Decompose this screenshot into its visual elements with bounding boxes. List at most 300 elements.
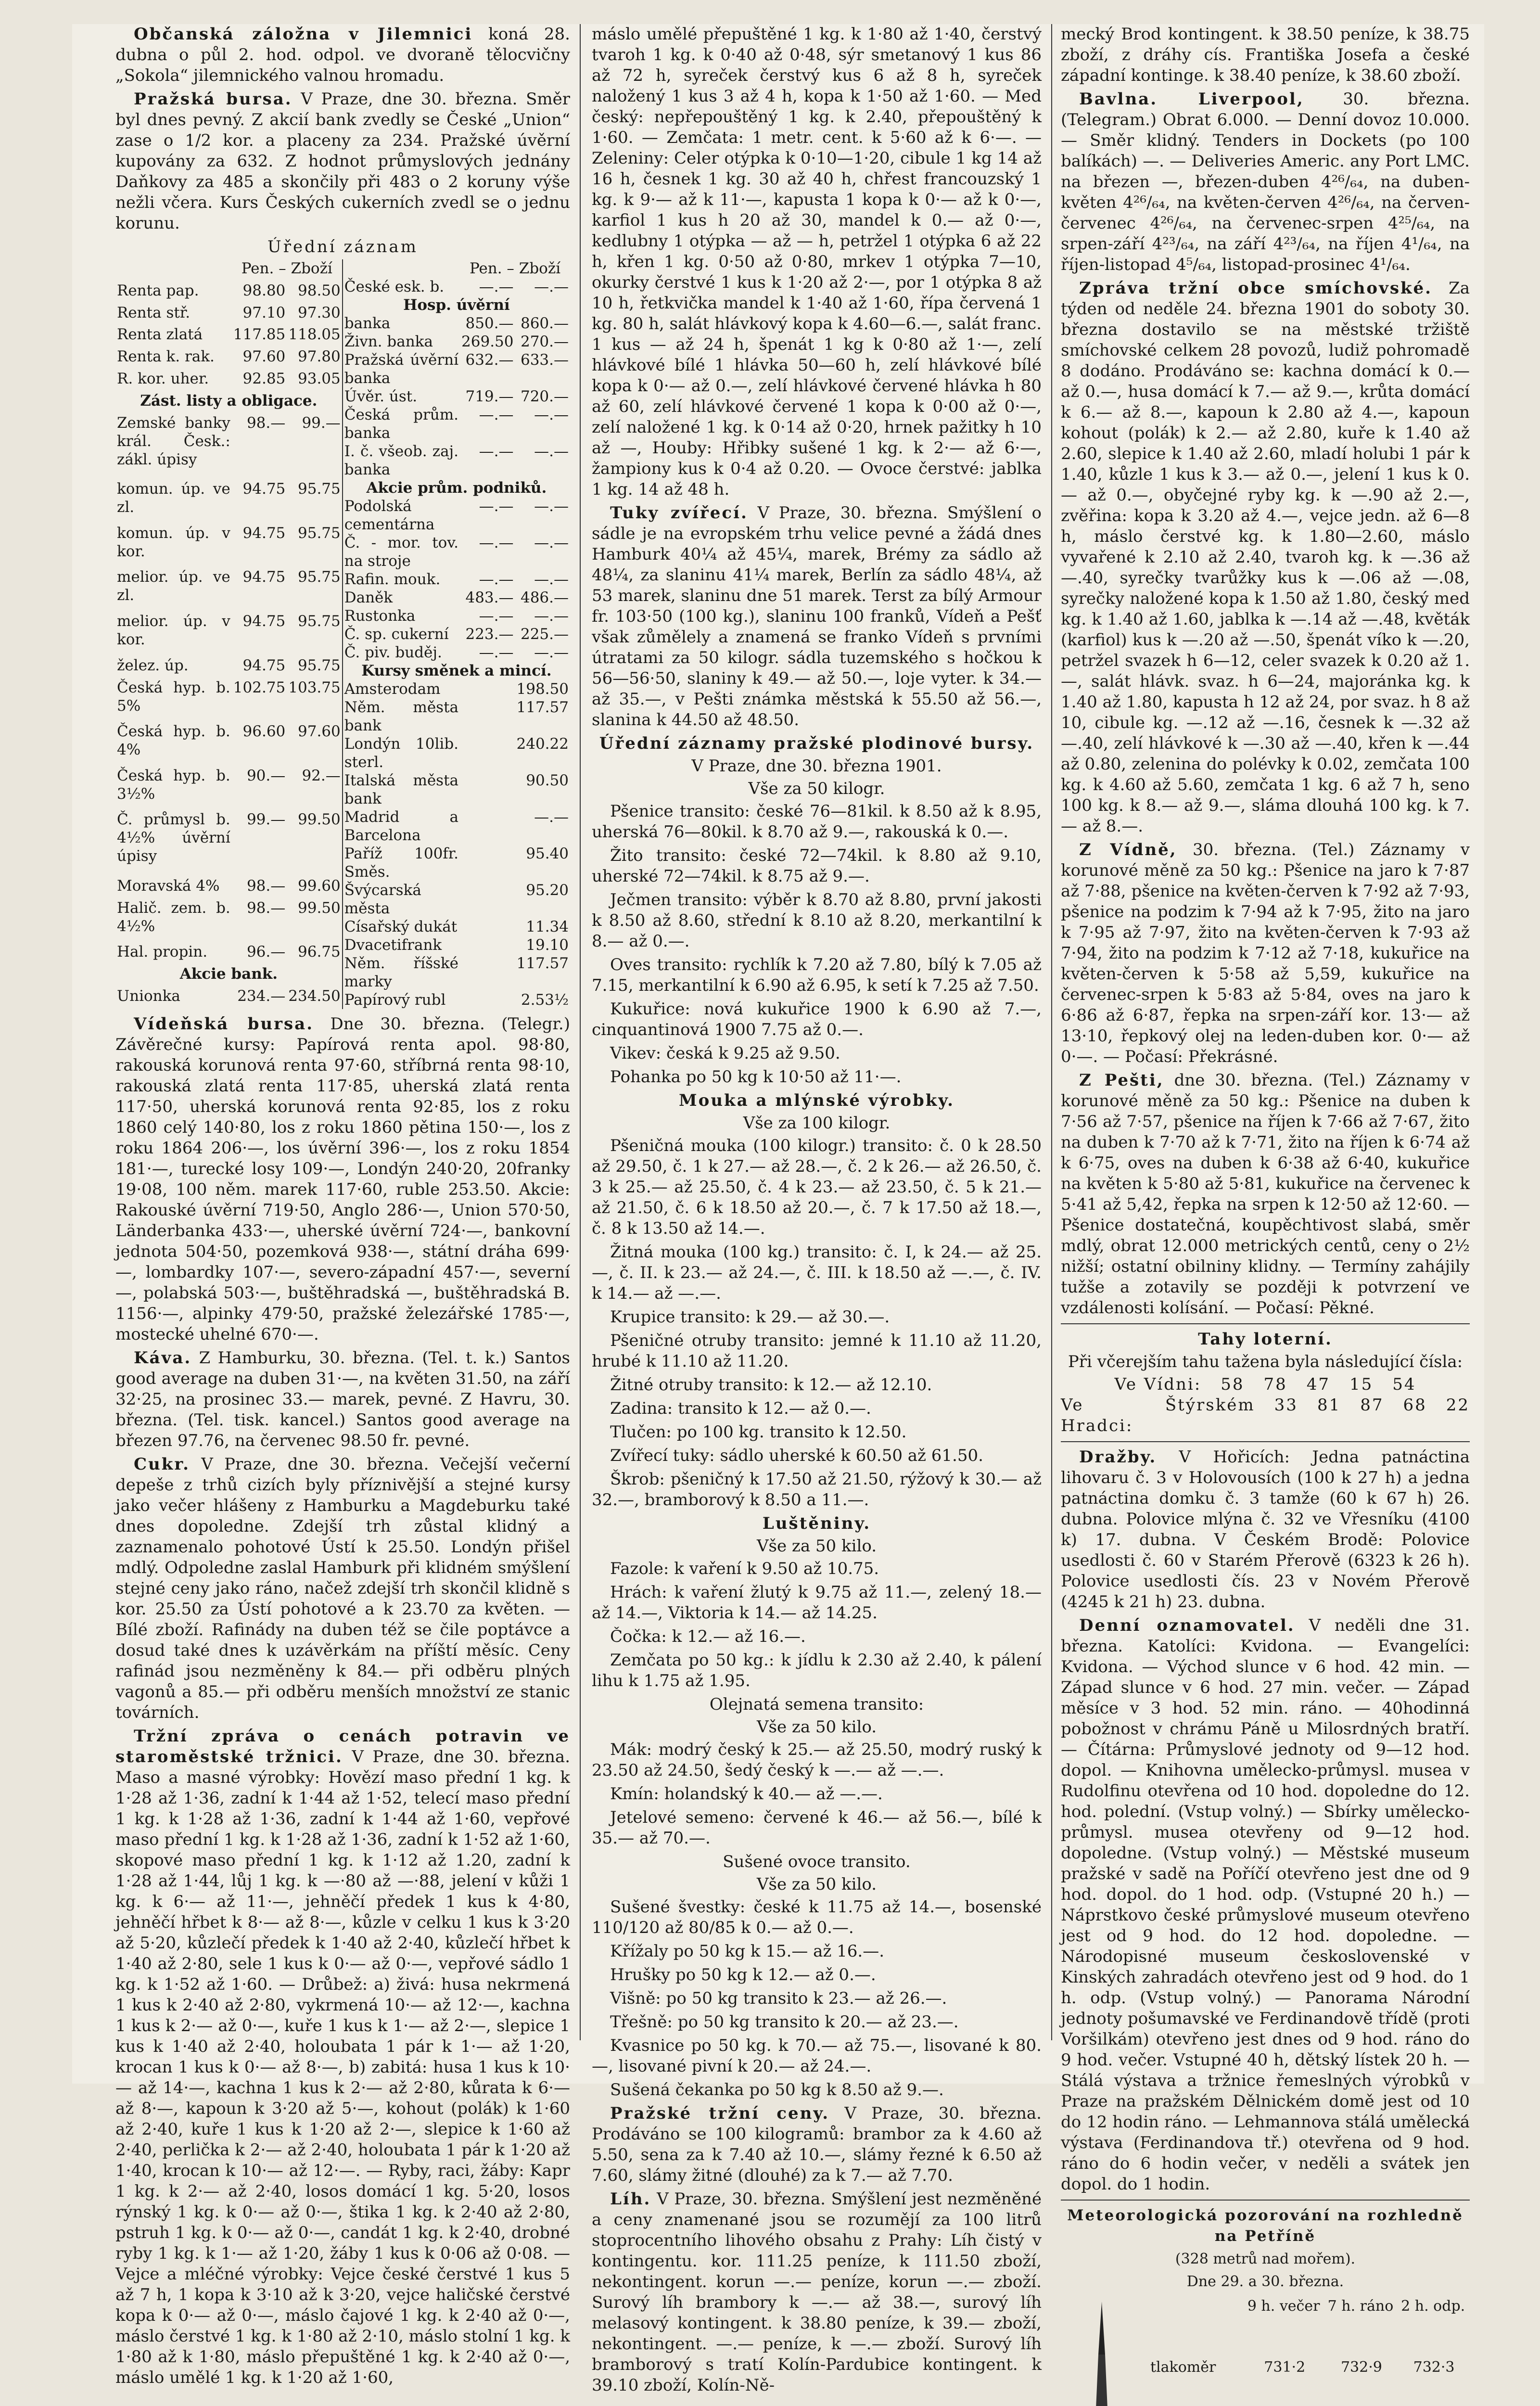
table-value: 96.75 — [298, 943, 341, 961]
table-value — [460, 918, 515, 936]
table-label: Švýcarská města — [344, 882, 421, 917]
table-value — [460, 808, 515, 845]
quote-jetel: Jetelové semeno: červené k 46.— až 56.—, bílé k 35.— až 70.—. — [592, 1808, 1042, 1848]
table-value: —.— — [534, 406, 569, 423]
article-heading: Zpráva tržní obce smíchovské. — [1079, 279, 1433, 298]
table-label: Č. sp. cukerní — [344, 626, 449, 643]
table-value: 94.75 — [242, 480, 286, 498]
article-pest: Z Pešti, dne 30. března. (Tel.) Záznamy v korunové měně za 50 kg.: Pšenice na duben k 7·56 až 7·57, pšenice na říjen k 7·66 až 7·67, žito na duben k 7·70 až k 7·71, žito na říjen k 6·74 až k 6·75, oves na duben k 6·38 až 6·40, kukuřice na květen k 5·80 až 5·81, kukuřice na červenec k 5·41 až 5,42, řepka na srpen k 12·50 až 12·60. — Pšenice dostatečná, koupěchtivost slabá, směr mdlý, obrat 12.000 metrických centů, ceny o 2½ nižší; ostatní obilniny klidny. — Termíny zahájily tužše a zotavily se později k potvrzení ve vzdálenosti kolísání. — Počasí: Pěkné. — [1061, 1071, 1470, 1318]
table-row — [343, 662, 570, 680]
weather-subheading: (328 metrů nad mořem). — [1175, 2251, 1356, 2267]
newspaper-page — [72, 24, 1484, 2395]
quote-cocka: Čočka: k 12.— až 16.—. — [610, 1627, 806, 1646]
table-value: 850.— — [465, 315, 514, 332]
table-row — [115, 304, 343, 326]
table-value: 269.50 — [461, 333, 514, 350]
weather-row — [1147, 2358, 1470, 2406]
weather-col-head: 2 h. odp. — [1401, 2298, 1465, 2315]
table-label: melior. úp. ve zl. — [117, 568, 230, 604]
quote-visne: Višně: po 50 kg transito k 23.— až 26.—. — [610, 1989, 947, 2008]
table-value: 632.— — [465, 351, 514, 369]
table-row — [343, 333, 570, 351]
divider — [1061, 2200, 1470, 2201]
column-rule — [1051, 24, 1052, 2040]
article-heading: Káva. — [134, 1348, 192, 1368]
table-row — [115, 678, 343, 723]
table-value: 97.60 — [298, 723, 341, 741]
quote-jecmen: Ječmen transito: výběr k 8.70 až 8.80, první jakosti k 8.50 až 8.60, střední k 8.10 až 8.20, merkantilní k 8.— až 0.—. — [592, 890, 1042, 951]
article-heading: Líh. — [610, 2189, 651, 2209]
table-value: 98.50 — [298, 282, 341, 299]
table-label: Kursy směnek a mincí. — [361, 662, 552, 679]
table-value: 19.10 — [526, 936, 569, 954]
table-value: 92.85 — [242, 370, 286, 388]
table-value: 117.57 — [516, 955, 569, 972]
exchange-table-right — [343, 259, 570, 1009]
table-row — [115, 568, 343, 612]
section-heading: Úřední záznamy pražské plodinové bursy. — [599, 734, 1034, 753]
table-value — [460, 845, 515, 881]
section-unit: Vše za 50 kilo. — [756, 1717, 877, 1737]
table-row — [343, 534, 570, 570]
section-heading: Sušené ovoce transito. — [723, 1852, 911, 1871]
quote-zemcata: Zemčata po 50 kg.: k jídlu k 2.30 až 2.40, k pálení lihu k 1.75 až 1.95. — [592, 1651, 1042, 1690]
table-value: 240.22 — [516, 735, 569, 753]
table-row — [115, 612, 343, 656]
article-heading: Bavlna. Liverpool, — [1079, 90, 1304, 109]
table-value: 223.— — [465, 626, 514, 643]
table-value — [460, 991, 515, 1009]
table-label: Česká hyp. b. 3½% — [117, 767, 230, 803]
table-value: 633.— — [520, 351, 569, 369]
divider — [1061, 1323, 1470, 1324]
table-label: banka — [344, 315, 391, 332]
quote-vikev: Vikev: česká k 9.25 až 9.50. — [610, 1044, 840, 1063]
table-value: 95.75 — [298, 480, 341, 498]
table-value — [460, 954, 515, 991]
quote-tuky: Zvířecí tuky: sádlo uherské k 60.50 až 61.50. — [610, 1446, 983, 1465]
table-title: Úřední záznam — [267, 237, 418, 256]
table-label: Moravská 4% — [117, 877, 220, 895]
quote-otruby: Pšeničné otruby transito: jemné k 11.10 až 11.20, hrubé k 11.10 až 11.20. — [592, 1331, 1042, 1371]
quote-zadina: Zadina: transito k 12.— až 0.—. — [610, 1399, 871, 1418]
quote-kvasnice: Kvasnice po 50 kg. k 70.— až 75.—, lisované k 80.—, lisované pivní k 20.— až 24.—. — [592, 2036, 1042, 2076]
table-value: —.— — [479, 443, 514, 460]
table-label: Daněk — [344, 589, 393, 606]
quote-oves: Oves transito: rychlík k 7.20 až 7.80, bílý k 7.05 až 7.15, merkantilní k 6.90 až 6.95, k setí k 7.25 až 7.50. — [592, 955, 1042, 995]
table-row — [115, 965, 343, 987]
table-label: komun. úp. v kor. — [117, 524, 230, 560]
table-row — [343, 589, 570, 607]
table-value: 95.75 — [298, 656, 341, 674]
exchange-table — [115, 259, 570, 1009]
table-value: 99.— — [302, 414, 341, 432]
quote-tlucen: Tlučen: po 100 kg. transito k 12.50. — [610, 1422, 907, 1442]
quote-cekanka: Sušená čekanka po 50 kg k 8.50 až 9.—. — [610, 2080, 944, 2099]
table-value: 486.— — [520, 589, 569, 606]
article-tuky: Tuky zvířecí. V Praze, 30. března. Smýšlení o sádle je na evropském trhu velice pevné a žádá dnes Hamburk 40¼ až 45¼, marek, Brémy za sádlo až 48¼, za slaninu 41¼ marek, Berlín za sádlo 48¼, až 53 marek, slaninu dne 51 marek. Terst za bílý Armour fr. 103·50 (100 kg.), slaninu 100 franků, Vídeň a Pešť však zůmělely a znamená se franko Vídeň s prvními útratami za 50 kilogr. sádla tuzemského s hočkou k 56—56·50, slaniny k 49.— až 50.—, loje vyter. k 34.— až 35.—, v Pešti známka městská k 55.50 až 56.—, slanina k 44.50 až 48.50. — [592, 503, 1042, 729]
table-value: 94.75 — [242, 613, 286, 630]
weather-value: 731·2 — [1264, 2358, 1306, 2376]
section-heading: Mouka a mlýnské výrobky. — [679, 1091, 955, 1110]
table-value — [460, 698, 515, 735]
lottery-number: 58 — [1221, 1375, 1245, 1394]
table-value: 98.— — [246, 877, 286, 895]
quote-fazole: Fazole: k vaření k 9.50 až 10.75. — [610, 1559, 879, 1578]
table-row — [343, 936, 570, 954]
table-row — [343, 479, 570, 497]
article-heading: Pražská bursa. — [134, 90, 293, 109]
table-label: Něm. říšské marky — [344, 955, 459, 990]
table-label: melior. úp. v kor. — [117, 613, 230, 649]
table-value: 117.85 — [233, 326, 286, 344]
table-row — [343, 442, 570, 479]
weather-value: 732·3 — [1413, 2358, 1455, 2376]
article-viden: Z Vídně, 30. března. (Tel.) Záznamy v korunové měně za 50 kg.: Pšenice na jaro k 7·87 až 7·88, pšenice na květen-červen k 7·92 až 7·93, pšenice na podzim k 7·94 až k 7·95, žito na jaro k 7·95 až 7·97, žito na květen-červen k 7·93 až 7·94, žito na podzim k 7·12 až 7·18, kukuřice na květen-červen k 5·58 až 5,59, kukuřice na červenec-srpen k 5·83 až 5·84, oves na jaro k 6·86 až 6·87, řepka na srpen-září kor. 13·— až 13·10, řepkový olej na leden-duben kor. 0·— až 0·—. — Počasí: Překrásné. — [1061, 840, 1470, 1066]
table-label: Č. piv. buděj. — [344, 644, 442, 661]
article-heading: Dražby. — [1079, 1447, 1157, 1467]
table-row — [115, 987, 343, 1009]
table-label: Česká hyp. b. 5% — [117, 678, 230, 715]
article-heading: Občanská záložna v Jilemnici — [134, 25, 473, 44]
quote-zitna: Žitná mouka (100 kg.) transito: č. I, k 24.— až 25.—, č. II. k 23.— až 24.—, č. III. k 18.50 až —.—, č. IV. k 14.— až —.—. — [592, 1242, 1042, 1303]
table-value: —.— — [534, 443, 569, 460]
table-row — [343, 881, 570, 918]
table-label: Dvacetifrank — [344, 936, 442, 954]
table-value: —.— — [479, 498, 514, 515]
lottery-number: 47 — [1306, 1375, 1331, 1394]
quote-krizaly: Křížaly po 50 kg k 15.— až 16.—. — [610, 1942, 885, 1961]
table-value: —.— — [479, 607, 514, 625]
table-label: Č. průmysl b. 4½% úvěrní úpisy — [117, 811, 230, 865]
table-value: 95.75 — [298, 524, 341, 542]
section-unit: Vše za 50 kilo. — [756, 1875, 877, 1894]
table-label: Akcie prům. podniků. — [366, 479, 547, 497]
table-label: Něm. města bank — [344, 699, 459, 734]
table-value: 234.— — [237, 987, 286, 1005]
weather-col-head: 7 h. ráno — [1327, 2298, 1394, 2315]
table-row — [343, 625, 570, 643]
table-label: Hal. propin. — [117, 943, 208, 961]
table-value: 99.50 — [298, 811, 341, 829]
article-oznamovatel: Denní oznamovatel. V neděli dne 31. března. Katolíci: Kvidona. — Evangelíci: Kvidona. — Východ slunce v 6 hod. 42 min. — Západ slunce v 6 hod. 27 min. večer. — Západ měsíce v 3 hod. 52 min. ráno. — 40hodinná pobožnost v chrámu Páně u Milosrdných bratří. — Čítárna: Průmyslové jednoty od 9—12 hod. dopol. — Knihovna umělecko-průmysl. musea v Rudolfinu otevřena od 10 hod. dopoledne do 12. hod. polední. (Vstup volný.) — Sbírky umělecko-průmysl. musea otevřeny od 9—12 hod. dopoledne. (Vstup volný.) — Městské museum pražské v sadě na Poříčí otevřeno jest dne od 9 hod. dopol. do 1 hod. odp. (Vstupné 20 h.) — Náprstkovo české průmyslové museum otevřeno jest od 9 hod. do 12 hod. dopoledne. — Národopisné museum československé v Kinských zahradách otevřeno jest od 9 hod. do 1 h. odp. (Vstup volný.) — Panorama Národní jednoty pošumavské ve Ferdinandově třídě (proti Voršilkám) otevřeno jest dnes od 9 hod. ráno do 9 hod. večer. Vstupné 40 h, dětský lístek 20 h. — Stálá výstava a tržnice řemeslných výrobků v Praze na pražském Dělnickém domě jest od 10 do 12 hodin ráno. — Lehmannova stálá umělecká výstava (Ferdinandova tř.) otevřena od 9 hod. ráno do 6 hodin večer, v neděli a svátek jen dopol. do 1 hodin. — [1061, 1616, 1470, 2194]
quote-kukurice: Kukuřice: nová kukuřice 1900 k 6.90 až 7.—, cinquantinová 1900 7.75 až 0.—. — [592, 999, 1042, 1039]
quote-skrob: Škrob: pšeničný k 17.50 až 21.50, rýžový k 30.— až 32.—, bramborový k 8.50 a 11.—. — [592, 1470, 1042, 1510]
table-label: I. č. všeob. zaj. banka — [344, 443, 459, 478]
lottery-number: 22 — [1446, 1395, 1470, 1415]
table-label: Papírový rubl — [344, 991, 446, 1009]
table-row — [115, 282, 343, 304]
table-value: —.— — [479, 534, 514, 551]
lottery-intro: Při včerejším tahu tažena byla následující čísla: — [1068, 1352, 1463, 1371]
table-row — [115, 722, 343, 767]
column-1 — [115, 24, 571, 2387]
table-value: 93.05 — [298, 370, 341, 388]
table-row — [343, 607, 570, 625]
table-value: 95.20 — [526, 882, 569, 899]
exchange-table-left — [115, 259, 343, 1009]
table-row — [343, 406, 570, 442]
table-value: —.— — [479, 571, 514, 588]
article-heading: Tržní zpráva o cenách potravin ve staroměstské tržnici. — [115, 1727, 570, 1766]
table-value — [460, 936, 515, 954]
section-unit: Vše za 50 kilogr. — [748, 779, 885, 798]
table-row — [343, 808, 570, 845]
table-row — [115, 899, 343, 943]
table-label: Unionka — [117, 987, 180, 1005]
quote-psenice: Pšenice transito: české 76—81kil. k 8.50 až k 8.95, uherská 76—80kil. k 8.70 až 9.—, rakouská k 0.—. — [592, 802, 1042, 842]
table-label: Rustonka — [344, 607, 416, 625]
quote-zito: Žito transito: české 72—74kil. k 8.80 až 9.10, uherské 72—74kil. k 8.75 až 9.—. — [592, 846, 1042, 886]
table-row — [343, 314, 570, 333]
table-row — [115, 767, 343, 811]
table-row — [343, 991, 570, 1009]
table-value: 99.60 — [298, 877, 341, 895]
article-kava: Káva. Z Hamburku, 30. března. (Tel. t. k.) Santos good average na duben 31·—, na květen 31.50, na září 32·25, na prosinec 33.— marek, pevné. Z Havru, 30. března. (Tel. tisk. kancel.) Santos good average na březen 97.76, na červenec 98.50 fr. pevné. — [115, 1348, 570, 1450]
table-value: 90.— — [246, 767, 286, 784]
weather-table — [1147, 2297, 1470, 2406]
lottery-place: Ve Štýrském Hradci: — [1061, 1395, 1255, 1435]
section-heading: Luštěniny. — [762, 1514, 871, 1533]
table-label: Zást. listy a obligace. — [140, 392, 318, 410]
table-value: —.— — [534, 498, 569, 515]
section-unit: Vše za 100 kilogr. — [743, 1113, 891, 1133]
lottery-number: 54 — [1392, 1375, 1416, 1394]
table-label: Podolská cementárna — [344, 498, 435, 533]
lottery-number: 15 — [1349, 1375, 1374, 1394]
table-row — [115, 347, 343, 370]
table-label: Zemské banky král. Česk.: zákl. úpisy — [117, 414, 230, 468]
quote-hrach: Hrách: k vaření žlutý k 9.75 až 11.—, zelený 18.— až 14.—, Viktoria k 14.— až 14.25. — [592, 1583, 1042, 1623]
table-value: —.— — [479, 278, 514, 295]
table-value — [460, 881, 515, 918]
quote-psenicna: Pšeničná mouka (100 kilogr.) transito: č. 0 k 28.50 až 29.50, č. 1 k 27.— až 28.—, č. 2 k 26.— až 26.50, č. 3 k 25.— až 25.50, č. 4 k 23.— až 23.50, č. 5 k 21.— až 21.50, č. 6 k 18.50 až 20.—, č. 7 k 17.50 až 18.—, č. 8 k 13.50 až 14.—. — [592, 1136, 1042, 1238]
table-value: —.— — [479, 644, 514, 661]
quote-kmin: Kmín: holandský k 40.— až —.—. — [610, 1784, 883, 1804]
lottery-heading: Tahy loterní. — [1198, 1330, 1333, 1349]
table-label: Renta k. rak. — [117, 348, 215, 366]
article-trzni-ceny: Pražské tržní ceny. V Praze, 30. března. Prodáváno se 100 kilogramů: brambor za k 4.60 až 5.50, sena za k 7.40 až 10.—, slámy řezné k 6.50 až 7.60, slámy žitné (dlouhé) za k 7.— až 7.70. — [592, 2104, 1042, 2185]
table-value: —.— — [534, 278, 569, 295]
table-row — [343, 351, 570, 387]
table-label: Halič. zem. b. 4½% — [117, 899, 230, 935]
table-value: —.— — [534, 808, 569, 826]
table-row — [115, 370, 343, 392]
article-heading: Cukr. — [134, 1455, 190, 1474]
table-label: Pražská úvěrní banka — [344, 351, 459, 387]
table-value: 94.75 — [242, 656, 286, 674]
table-row — [115, 877, 343, 899]
table-label: České esk. b. — [344, 278, 445, 295]
table-label: Paříž 100fr. Směs. — [344, 845, 459, 881]
table-row — [115, 392, 343, 414]
table-label: Česká prům. banka — [344, 406, 459, 442]
lottery-number: 78 — [1263, 1375, 1287, 1394]
table-row — [343, 735, 570, 771]
table-value: 95.40 — [526, 845, 569, 862]
table-value: 97.30 — [298, 304, 341, 321]
column-2 — [592, 24, 1042, 2395]
article-bavlna: Bavlna. Liverpool, 30. března. (Telegram.) Obrat 6.000. — Denní dovoz 10.000. — Směr klidný. Tenders in Dockets (po 100 balíkách) —. — Deliveries Americ. any Port LMC. na březen —, březen-duben 4²⁶/₆₄, na duben-květen 4²⁶/₆₄, na květen-červen 4²⁶/₆₄, na červen-červenec 4²⁶/₆₄, na červenec-srpen 4²⁵/₆₄, na srpen-září 4²³/₆₄, na září 4²³/₆₄, na říjen 4¹/₆₄, na říjen-listopad 4⁵/₆₄, listopad-prosinec 4¹/₆₄. — [1061, 90, 1470, 274]
weather-value: 732·9 — [1340, 2358, 1382, 2376]
table-row — [343, 497, 570, 534]
table-label: Úvěr. úst. — [344, 388, 418, 405]
table-value: 234.50 — [288, 987, 341, 1005]
table-value: 102.75 — [233, 678, 286, 696]
table-label: Císařský dukát — [344, 918, 458, 935]
table-value: 98.80 — [242, 282, 286, 299]
table-row — [343, 698, 570, 735]
article-heading: Vídeňská bursa. — [134, 1014, 314, 1034]
table-value: 97.10 — [242, 304, 286, 321]
table-row — [115, 480, 343, 524]
table-row — [343, 680, 570, 698]
table-value: 96.60 — [242, 723, 286, 741]
lottery-number: 68 — [1403, 1395, 1427, 1415]
column-3 — [1061, 24, 1470, 2376]
table-value: 270.— — [520, 333, 569, 350]
section-heading: Olejnatá semena transito: — [709, 1695, 924, 1714]
weather-col-head: 9 h. večer — [1247, 2298, 1320, 2315]
lottery-number: 81 — [1317, 1395, 1341, 1415]
article-continuation: máslo umělé přepuštěné 1 kg. k 1·80 až 1·40, čerstvý tvaroh 1 kg. k 0·40 až 0·48, sýr smetanový 1 kus 86 až 72 h, syreček čerstvý kus 6 až 8 h, syreček naložený 1 kus 3 až 4 h, kopa k 1·50 až 1·60. — Med český: nepřepouštěný 1 kg. k 2.40, přepouštěný k 1·60. — Zemčata: 1 metr. cent. k 5·60 až k 6·—. — Zeleniny: Celer otýpka k 0·10—1·20, cibule 1 kg 14 až 16 h, česnek 1 kg. 30 až 40 h, chřest francouzský 1 kg. k 9·— až k 11·—, kapusta 1 kopa k 0·— až k 0·—, karfiol 1 kus h 20 až 30, mandel k 0.— až 0·—, kedlubny 1 otýpka — až — h, petržel 1 otýpka 6 až 22 h, křen 1 kg. 0·50 až 0·80, mrkev 1 otýpka 7—10, okurky čerstvé 1 kus k 1·20 až 2·—, por 1 otýpka 8 až 10 h, řetkvička mandel k 1·40 až 1·60, řípa červená 1 kg. 80 h, salát hlávkový kopa k 4.60—6.—, salát franc. 1 kus — až 24 h, špenát 1 kg k 0·80 až 1·—, zelí hlávkové bílé 1 hlávka 50—60 h, zelí hlávkové bílé kopa k 0·— až 0.—, zelí hlávkové červené hlávka h 80 až 60, zelí hlávkové červené 1 kopa k 0·00 až 0·—, zelí naložené 1 kg. k 0·14 až 0·20, hrnek pažitky h 10 až —, Houby: Hřibky sušené 1 kg. k 2·— až 6·—, žampiony kus k 0·4 až 0.20. — Ovoce čerstvé: jablka 1 kg. 14 až 48 h. — [592, 25, 1042, 499]
lottery-row — [1061, 1374, 1470, 1395]
table-label: R. kor. uher. — [117, 370, 209, 388]
table-value: 103.75 — [288, 678, 341, 696]
weather-dates: Dne 29. a 30. března. — [1186, 2273, 1344, 2290]
article-heading: Pražské tržní ceny. — [610, 2104, 830, 2123]
petrin-tower-icon — [1061, 2297, 1143, 2406]
table-value: —.— — [534, 644, 569, 661]
table-row — [115, 943, 343, 965]
article-heading: Tuky zvířecí. — [610, 503, 748, 523]
article-heading: Z Vídně, — [1079, 840, 1177, 859]
table-value — [460, 735, 515, 771]
article-zalozna: Občanská záložna v Jilemnici koná 28. dubna o půl 2. hod. odpol. ve dvoraně tělocvičny „Sokola“ jilemnického valnou hromadu. — [115, 25, 570, 85]
table-label: Renta stř. — [117, 304, 191, 321]
table-value: 94.75 — [242, 524, 286, 542]
table-row — [115, 810, 343, 876]
table-value: 720.— — [520, 388, 569, 405]
article-lih: Líh. V Praze, 30. března. Smýšlení jest nezměněné a ceny znamenané jsou se rozumějí za 100 litrů stoprocentního lihového obsahu z Prahy: Líh čistý v kontingentu. kor. 111.25 peníze, k 111.50 zboží, nekontingent. korun —.— peníze, korun —.— zboží. Surový líh brambory k —.— až 38.—, surový líh melasový kontingent. k 38.80 peníze, k 39.— zboží, nekontingent. —.— peníze, k —.— zboží. Surový líh bramborový s tratí Kolín-Pardubice kontingent. k 39.10 zboží, Kolín-Ně- — [592, 2189, 1042, 2395]
quote-pohanka: Pohanka po 50 kg k 10·50 až 11·—. — [610, 1067, 902, 1087]
table-value: —.— — [534, 571, 569, 588]
table-row — [343, 278, 570, 296]
weather-heading: Meteorologická pozorování na rozhledně na Petříně — [1067, 2207, 1464, 2245]
table-label: Renta zlatá — [117, 326, 203, 344]
table-value: 117.57 — [516, 699, 569, 716]
column-rule — [580, 24, 581, 2040]
table-row — [343, 771, 570, 808]
table-label: Č. - mor. tov. na stroje — [344, 534, 459, 570]
table-label: Česká hyp. b. 4% — [117, 723, 230, 759]
quote-tresne: Třešně: po 50 kg transito k 20.— až 23.—. — [610, 2012, 959, 2032]
table-value: 96.— — [246, 943, 286, 961]
lottery-number: 87 — [1360, 1395, 1384, 1415]
table-value: 2.53½ — [521, 991, 569, 1009]
table-value: 95.75 — [298, 568, 341, 586]
table-value: 719.— — [465, 388, 514, 405]
table-value — [460, 680, 515, 698]
table-value: —.— — [534, 607, 569, 625]
article-zprava-smichov: Zpráva tržní obce smíchovské. Za týden od neděle 24. března 1901 do soboty 30. března dostavilo se na městské tržiště smíchovské celkem 28 povozů, ludiž pohromadě 8 dodáno. Prodáváno se: kachna domácí k 0.— až 0.—, husa domácí k 7.— až 9.—, krůta domácí k 6.— až 8.—, kapoun k 2.80 až 4.—, kapoun kohout (polák) k 2.— až 2.80, kuře k 1.40 až 2.60, slepice k 1.40 až 2.60, mladí holubi 1 pár k 1.40, kůzle 1 kus k 3.— až 0.—, jelení 1 kus k 0.— až 0.—, obyčejné ryby kg. k —.90 až 2.—, zvěřina: kopa k 3.20 až 4.—, vejce jedn. až 6—8 h, máslo čerstvé kg. k 1.80—2.60, máslo vyvařené k 2.10 až 2.40, tvaroh kg. k —.36 až —.40, syrečky tvarůžky kus k —.06 až —.08, syrečky naložené kopa k 1.50 až 1.80, český med kg. k 1.40 až 1.60, jablka k —.14 až —.48, květák (karfiol) kus k —.20 až —.50, špenát víko k —.20, petržel svazek h 6—12, celer svazek k 0.20 až 1.—, salát hlávk. svaz. h 6—24, majoránka kg. k 1.40 až 1.80, kapusta h 12 až 24, por svaz. h 8 až 10, cibule kg. —.12 až —.16, česnek k —.32 až —.40, zelí hlávkové k —.30 až —.40, křen k —.44 až 0.80, zelenina do polévky k 0.02, zemčata 100 kg. k 4.60 až 5.60, zemčata 1 kg. 6 až 7 h, seno 100 kg. k 8.— až 9.—, sláma dlouhá 100 kg. k 7.— až 8.—. — [1061, 279, 1470, 836]
table-value: 90.50 — [526, 772, 569, 789]
table-label: Amsterodam — [344, 680, 441, 698]
article-heading: Z Pešti, — [1079, 1071, 1164, 1090]
lottery-number: 33 — [1274, 1395, 1298, 1415]
table-value: 99.— — [246, 811, 286, 829]
quote-svestky: Sušené švestky: české k 11.75 až 14.—, bosenské 110/120 až 80/85 k 0.— až 0.—. — [592, 1897, 1042, 1937]
article-heading: Denní oznamovatel. — [1079, 1616, 1295, 1635]
table-value: 483.— — [465, 589, 514, 606]
table-label: Akcie bank. — [179, 965, 278, 983]
table-label: Londýn 10lib. sterl. — [344, 735, 459, 771]
table-row — [343, 387, 570, 406]
quote-mak: Mák: modrý český k 25.— až 25.50, modrý ruský k 23.50 až 24.50, šedý český k —.— až —.—. — [592, 1740, 1042, 1780]
table-row — [343, 845, 570, 881]
table-row — [343, 918, 570, 936]
table-row — [115, 656, 343, 678]
table-row — [115, 524, 343, 568]
table-value: 92.— — [302, 767, 341, 784]
table-value: 98.— — [246, 899, 286, 917]
table-header: Pen. – Zboží — [241, 260, 332, 277]
quote-krupice: Krupice transito: k 29.— až 30.—. — [610, 1307, 890, 1327]
table-row — [343, 296, 570, 314]
weather-label: tlakoměr — [1150, 2358, 1216, 2376]
table-label: Renta pap. — [117, 282, 199, 299]
table-row — [343, 570, 570, 589]
table-value: 118.05 — [288, 326, 341, 344]
table-value: 198.50 — [516, 680, 569, 698]
quote-hrusky: Hrušky po 50 kg k 12.— až 0.—. — [610, 1965, 876, 1984]
article-drazby: Dražby. V Hořicích: Jedna patnáctina lihovaru č. 3 v Holovousích (100 k 27 h) a jedna patnáctina domku č. 3 tamže (60 k 67 h) 26. dubna. Polovice mlýna č. 32 ve Vřesníku (4100 k) 17. dubna. V Českém Brodě: Polovice usedlosti č. 60 v Starém Přerově (6323 k 26 h). Polovice usedlosti čís. 23 v Novém Přerově (4245 k 21 h) 23. dubna. — [1061, 1447, 1470, 1612]
table-value: —.— — [479, 406, 514, 423]
table-row — [343, 954, 570, 991]
article-cukr: Cukr. V Praze, dne 30. března. Večejší večerní depeše z trhů cizích byly příznivější a stejné kursy jako večer hlášeny z Hamburku a Magdeburku také dnes dopoledne. Zdejší trh zůstal klidný a zaznamenalo pohotové Ústí k 25.50. Londýn přišel mdlý. Odpoledne zaslal Hamburk při klidném smýšlení stejné ceny jako ráno, načež zdejší trh skončil klidně s kor. 25.50 za Ústí pohotové a k 23.70 za květen. — Bílé zboží. Rafinády na duben též se čile poptávce a dosud také dnes k uzávěrkám na příští měsíc. Ceny rafinád jsou nezměněny k 84.— při odběru plných vagonů a 85.— při odběru menších množství ze stanic továrních. — [115, 1455, 570, 1722]
divider — [1061, 1441, 1470, 1442]
table-label: Hosp. úvěrní — [403, 296, 510, 314]
table-label: Italská města bank — [344, 772, 459, 807]
table-value: 225.— — [520, 626, 569, 643]
lottery-place: Ve Vídni: — [1114, 1375, 1202, 1394]
table-value: 860.— — [520, 315, 569, 332]
article-viden-burza: Vídeňská bursa. Dne 30. března. (Telegr.) Závěrečné kursy: Papírová renta apol. 98·80, rakouská korunová renta 97·60, stříbrná renta 98·10, rakouská zlatá renta 117·85, uherská zlatá renta 117·50, uherská korunová renta 92·85, los z roku 1860 celý 140·80, los z roku 1860 pětina 150·—, los z roku 1864 206·—, los úvěrní 396·—, los z roku 1854 181·—, turecké losy 109·—, Londýn 240·20, 20franky 19·08, 100 něm. marek 117·60, ruble 253.50. Akcie: Rakouské úvěrní 719·50, Anglo 286·—, Union 570·50, Länderbanka 433·—, uherské úvěrní 724·—, bankovní jednota 504·50, pozemková 938·—, státní dráha 699·—, lombardky 107·—, severo-západní 457·—, severní —, polabská 503·—, buštěhradská —, buštěhradská B. 1156·—, alpinky 479·50, pražské železářské 1785·—, mostecké uhelné 670·—. — [115, 1014, 570, 1344]
table-row — [115, 414, 343, 480]
table-label: Rafin. mouk. — [344, 571, 441, 588]
lottery-row — [1061, 1395, 1470, 1436]
table-value: 97.80 — [298, 348, 341, 366]
article-continuation: mecký Brod kontingent. k 38.50 peníze, k 38.75 zboží, z dráhy cís. Františka Josefa a české západní kontinge. k 38.40 peníze, k 38.60 zboží. — [1061, 25, 1470, 85]
weather-block — [1061, 2297, 1470, 2406]
table-value: 94.75 — [242, 568, 286, 586]
section-unit: Vše za 50 kilo. — [756, 1536, 877, 1556]
table-label: Madrid a Barcelona — [344, 808, 459, 844]
section-date: V Praze, dne 30. března 1901. — [691, 756, 942, 776]
table-row — [115, 325, 343, 347]
table-value: 99.50 — [298, 899, 341, 917]
table-header: Pen. – Zboží — [469, 260, 561, 277]
table-value: 11.34 — [526, 918, 569, 935]
table-value: 97.60 — [242, 348, 286, 366]
table-value: —.— — [534, 534, 569, 551]
table-row — [343, 643, 570, 662]
article-burza: Pražská bursa. V Praze, dne 30. března. Směr byl dnes pevný. Z akcií bank zvedly se České „Union“ zase o 1/2 kor. a placeny za 234. Pražské úvěrní kupovány za 632. Z hodnot průmyslových jednány Daňkovy za 485 a skončily při 483 o 2 koruny výše nežli včera. Kurs Českých cukerních zvedl se o jednu korunu. — [115, 90, 570, 233]
table-value: 95.75 — [298, 613, 341, 630]
article-trzni: Tržní zpráva o cenách potravin ve staroměstské tržnici. V Praze, dne 30. března. Maso a masné výrobky: Hovězí maso přední 1 kg. k 1·28 až 1·36, zadní k 1·44 až 1·52, telecí maso přední 1 kg. k 1·28 až 1·36, zadní k 1·44 až 1·60, vepřové maso přední 1 kg. k 1·28 až 1·36, zadní k 1·52 až 1·60, skopové maso přední 1 kg. k 1·12 až 1.20, zadní k 1·28 až 1·44, lůj 1 kg. k —·80 až —·88, jelení v kůži 1 kg. k 6·— až 11·—, jehněčí předek 1 kus k 4·80, jehněčí hřbet k 8·— až 8·—, kůzle v celku 1 kus k 3·20 až 5·20, kůzlečí předek k 1·40 až 2·40, kůzlečí hřbet k 1·40 až 2·80, sele 1 kus k 0·— až 0·—, vepřové sádlo 1 kg. k 1·52 až 1·60. — Drůbež: a) živá: husa nekrmená 1 kus k 2·40 až 2·80, vykrmená 10·— až 12·—, kachna 1 kus k 2·— až 0·—, kuře 1 kus k 1·— až 2·—, slepice 1 kus k 1·40 až 2·40, holoubata 1 pár k 1·— až 1·20, krocan 1 kus k 0·— až 8·—, b) zabitá: husa 1 kus k 10·— až 14·—, kachna 1 kus k 2·— až 2·80, kůrata k 6·— až 8·—, kapoun k 3·20 až 5·—, kohout (polák) k 1·60 až 2·40, kuře 1 kus k 1·20 až 2·—, slepice k 1·60 až 2·40, perlička k 2·— až 2·40, holoubata 1 pár k 1·20 až 1·40, krocan k 10·— až 12·—. — Ryby, raci, žáby: Kapr 1 kg. k 2·— až 2·40, losos domácí 1 kg. 5·20, losos rýnský 1 kg. k 0·— až 0·—, štika 1 kg. k 2·40 až 2·80, pstruh 1 kg. k 0·— až 0·—, candát 1 kg. k 2·40, drobné ryby 1 kg. k 1·— až 1·20, žáby 1 kus k 0·06 až 0·08. — Vejce a mléčné výrobky: Vejce české čerstvé 1 kus 5 až 7 h, 1 kopa k 3·10 až k 3·20, vejce haličské čerstvé kopa k 0·— až 0·—, máslo čajové 1 kg. k 2·40 až 0·—, máslo čerstvé 1 kg. k 1·80 až 2·10, máslo stolní 1 kg. k 1·80 až k 1·80, máslo přepuštěné 1 kg. k 2·40 až 0·—, máslo umělé 1 kg. k 1·20 až 1·60, — [115, 1727, 571, 2387]
table-value: 98.— — [246, 414, 286, 432]
table-label: komun. úp. ve zl. — [117, 480, 230, 516]
